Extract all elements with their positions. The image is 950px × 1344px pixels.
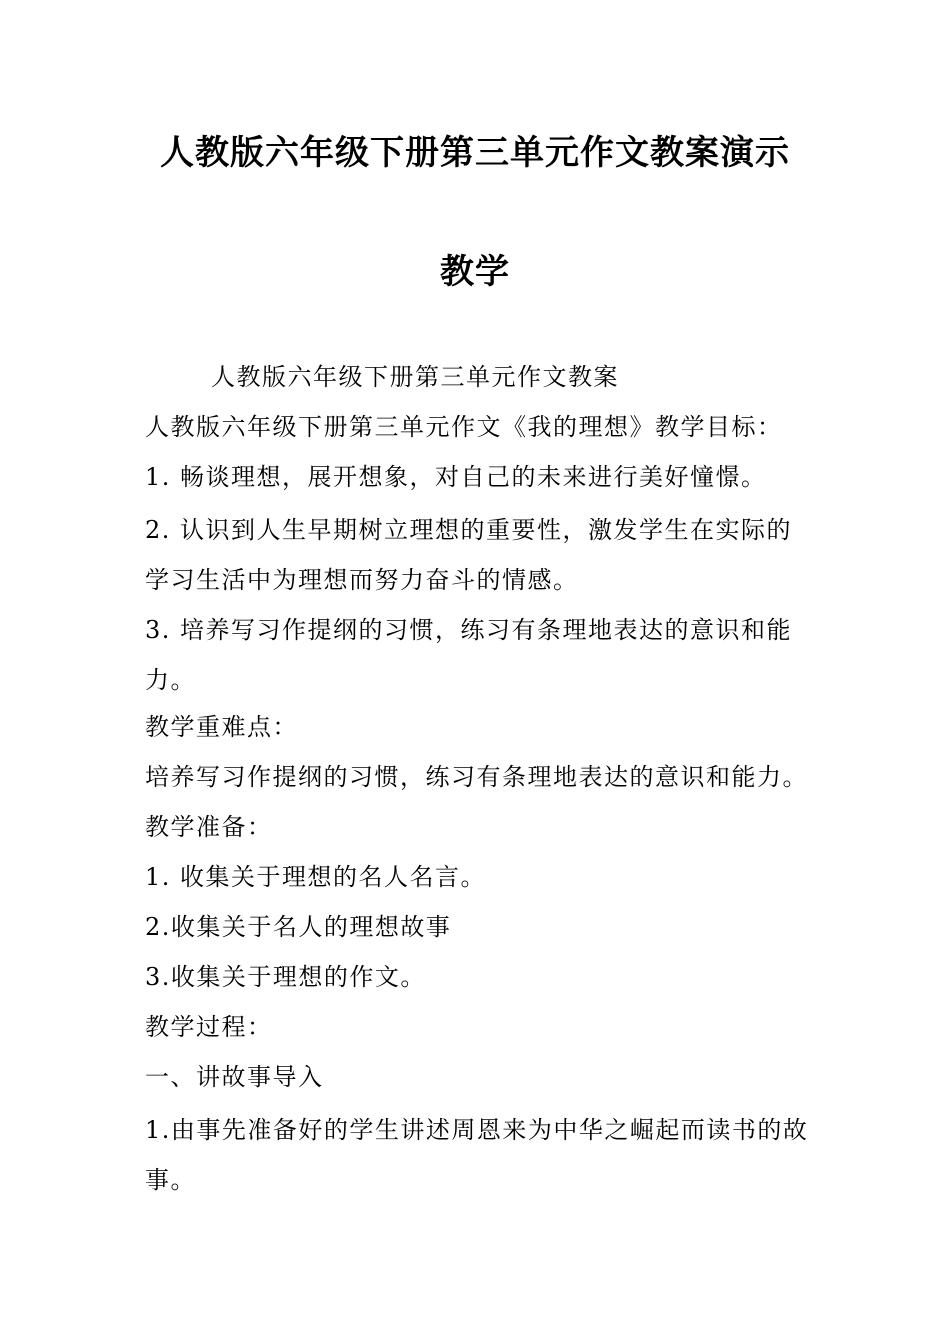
paragraph-objective-3: 3. 培养写习作提纲的习惯，练习有条理地表达的意识和能力。 [145,616,793,694]
paragraph-preparation-3: 3.收集关于理想的作文。 [145,963,426,991]
paragraph-objective-2: 2. 认识到人生早期树立理想的重要性，激发学生在实际的学习生活中为理想而努力奋斗的情感。 [145,516,793,594]
paragraph-step-1: 1.由事先准备好的学生讲述周恩来为中华之崛起而读书的故事。 [145,1116,809,1194]
paragraph-key-points: 培养写习作提纲的习惯，练习有条理地表达的意识和能力。 [145,763,808,791]
document-title-line-1: 人教版六年级下册第三单元作文教案演示 [160,133,790,173]
paragraph-objectives-heading: 人教版六年级下册第三单元作文《我的理想》教学目标： [145,413,783,441]
paragraph-preparation-heading: 教学准备： [145,813,273,841]
paragraph-key-points-heading: 教学重难点： [145,713,298,741]
document-body [145,355,810,1205]
paragraph-preparation-1: 1. 收集关于理想的名人名言。 [145,863,487,891]
paragraph-subtitle: 人教版六年级下册第三单元作文教案 [211,363,619,391]
paragraph-objective-1: 1. 畅谈理想，展开想象，对自己的未来进行美好憧憬。 [145,463,767,491]
document-title-line-2: 教学 [440,252,510,292]
paragraph-section-1-heading: 一、讲故事导入 [145,1063,324,1091]
paragraph-process-heading: 教学过程： [145,1013,273,1041]
paragraph-preparation-2: 2.收集关于名人的理想故事 [145,913,452,941]
